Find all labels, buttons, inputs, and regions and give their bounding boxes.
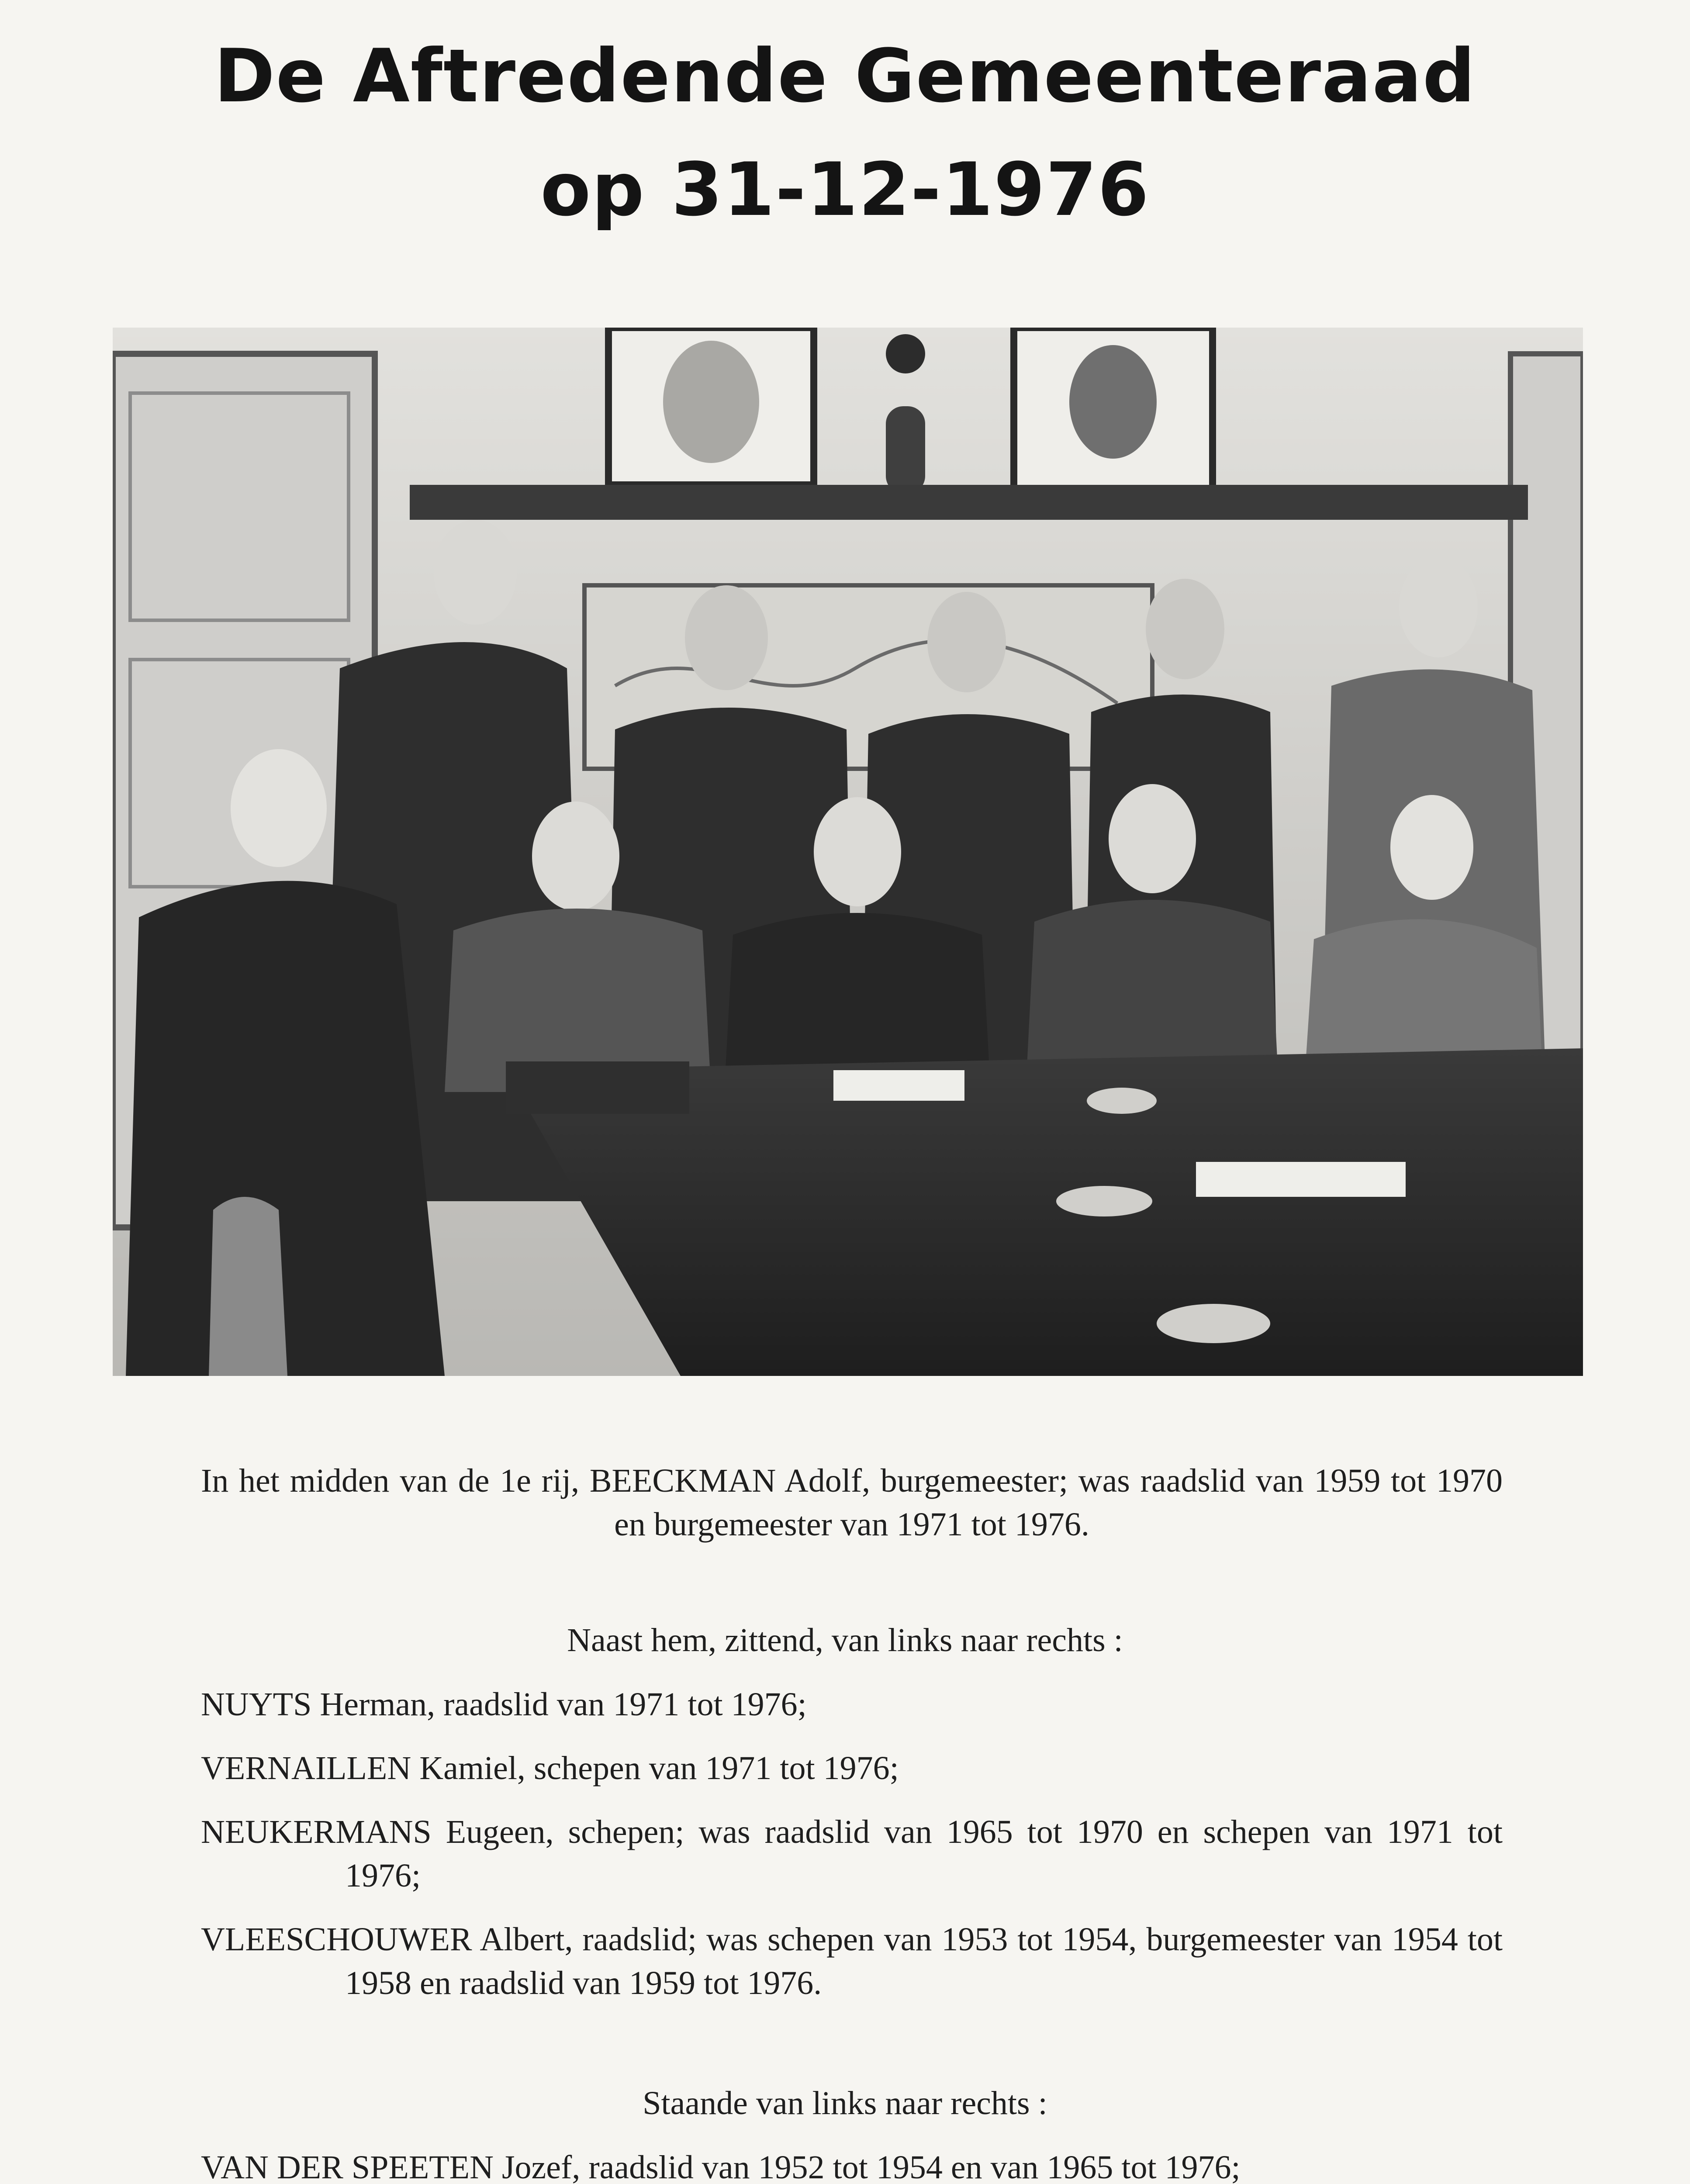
seated-entry-neukermans: NEUKERMANS Eugeen, schepen; was raadslid van 1965 tot 1970 en schepen van 1971 tot 1976; — [201, 1814, 1503, 1894]
standing-entry-van-der-speeten: VAN DER SPEETEN Jozef, raadslid van 1952 tot 1954 en van 1965 tot 1976; — [201, 2149, 1241, 2184]
caption-intro: In het midden van de 1e rij, BEECKMAN Adolf, burgemeester; was raadslid van 1959 tot 1970 en burgemeester van 1971 tot 1976. — [201, 1462, 1503, 1543]
group-photo-illustration — [113, 328, 1583, 1376]
group-photo — [113, 328, 1583, 1376]
seated-entry-vleeschouwer: VLEESCHOUWER Albert, raadslid; was schepen van 1953 tot 1954, burgemeester van 1954 tot 1958 en raadslid van 1959 tot 1976. — [201, 1921, 1503, 2001]
seated-entry-vernaillen: VERNAILLEN Kamiel, schepen van 1971 tot 1976; — [201, 1750, 899, 1787]
page-subtitle-date: op 31-12-1976 — [540, 147, 1150, 232]
page-title: De Aftredende Gemeenteraad — [214, 33, 1476, 119]
seated-heading: Naast hem, zittend, van links naar rechts : — [567, 1622, 1123, 1659]
standing-heading: Staande van links naar rechts : — [643, 2085, 1047, 2122]
seated-entry-nuyts: NUYTS Herman, raadslid van 1971 tot 1976; — [201, 1686, 807, 1723]
